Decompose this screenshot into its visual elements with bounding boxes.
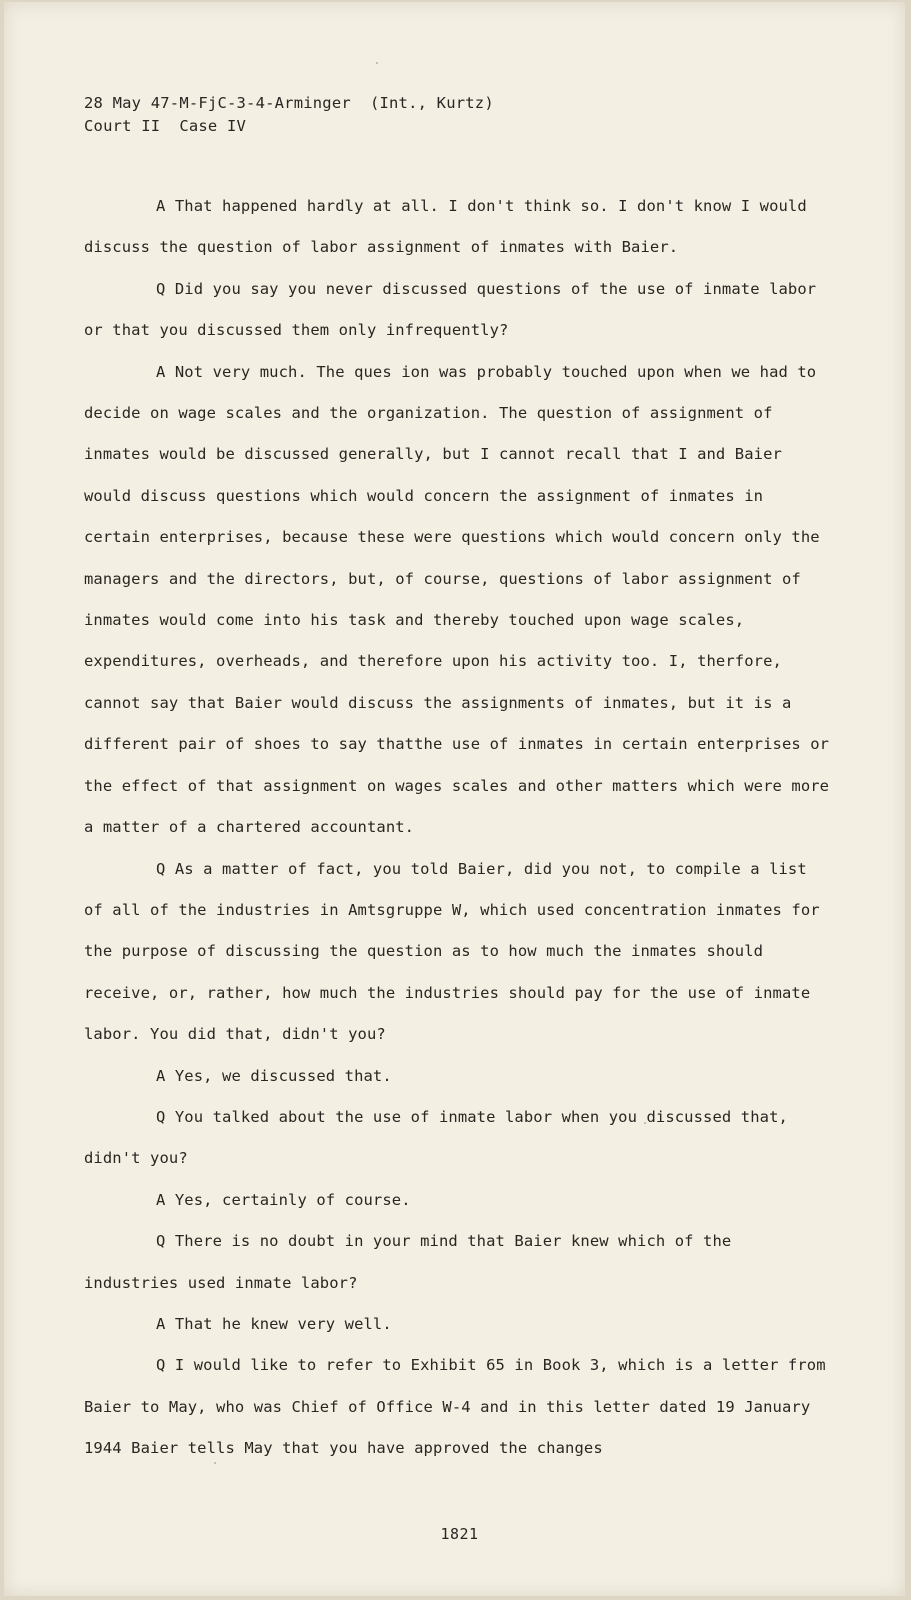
paragraph-question: Q As a matter of fact, you told Baier, did you not, to compile a list of all of the industries in Amtsgruppe W, which used concentration inmates for the purpose of discussing the question as to how much the inmates should receive, or, rather, how much the industries should pay for the use of inmate labor. You did that, didn't you? (84, 859, 820, 1044)
page-number: 1821 (440, 1525, 479, 1543)
paragraph-question: Q Did you say you never discussed questions of the use of inmate labor or that you discussed them only infrequently? (84, 279, 817, 340)
header-line-1: 28 May 47-M-FjC-3-4-Arminger (Int., Kurtz) (84, 94, 494, 112)
header-line-2: Court II Case IV (84, 117, 247, 135)
paragraph-answer: A Yes, certainly of course. (156, 1190, 411, 1209)
transcript-body (84, 186, 832, 1470)
paragraph-question: Q You talked about the use of inmate labor when you discussed that, didn't you? (84, 1107, 788, 1168)
paper-speck (376, 62, 378, 64)
paper-speck (214, 1462, 216, 1464)
paper-speck (644, 1122, 646, 1124)
document-header (84, 92, 494, 138)
paragraph-question: Q I would like to refer to Exhibit 65 in Book 3, which is a letter from Baier to May, who was Chief of Office W-4 and in this letter dated 19 January 1944 Baier tells May that you have approved the changes (84, 1356, 826, 1458)
paragraph-answer: A That he knew very well. (156, 1314, 392, 1333)
paragraph-answer: A Yes, we discussed that. (156, 1066, 392, 1085)
paragraph-question: Q There is no doubt in your mind that Baier knew which of the industries used inmate labor? (84, 1232, 732, 1292)
document-page (4, 2, 905, 1596)
paragraph-answer: A Not very much. The ques ion was probably touched upon when we had to decide on wage scales and the organization. The question of assignment of inmates would be discussed generally, but I cannot recall that I and Baier would discuss questions which would concern the assignment of inmates in certain enterprises, because these were questions which would concern only the managers and the directors, but, of course, questions of labor assignment of inmates would come into his task and thereby touched upon wage scales, expenditures, overheads, and therefore upon his activity too. I, therfore, cannot say that Baier would discuss the assignments of inmates, but it is a different pair of shoes to say thatthe use of inmates in certain enterprises or the effect of that assignment on wages scales and other matters which were more a matter of a chartered accountant. (84, 362, 830, 837)
paragraph-answer: A That happened hardly at all. I don't think so. I don't know I would discuss the question of labor assignment of inmates with Baier. (84, 197, 807, 257)
